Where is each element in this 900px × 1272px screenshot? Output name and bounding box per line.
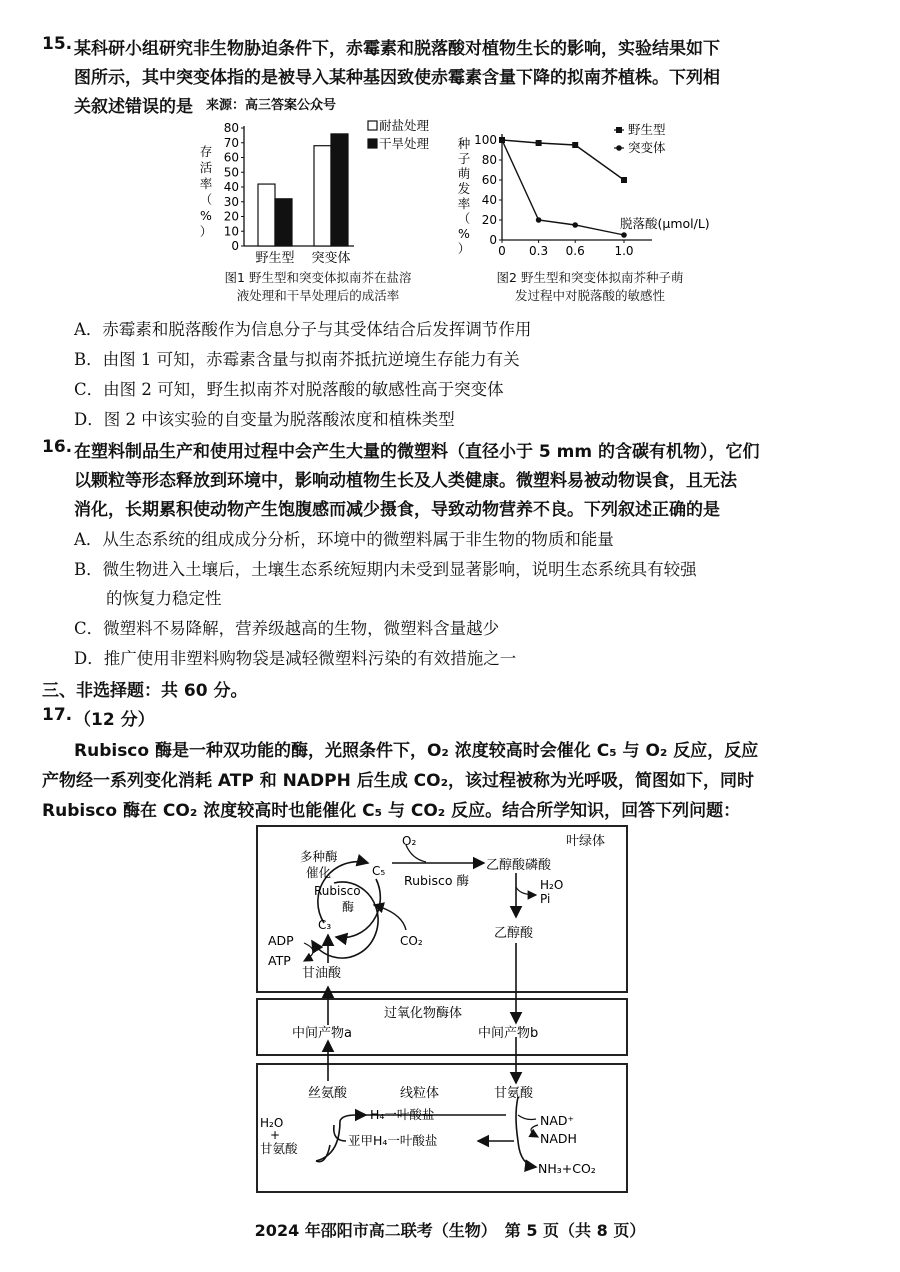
fig1-y-tick-label: 10 (223, 224, 239, 239)
fig2-legend-marker (616, 145, 622, 151)
fig1-legend-swatch (368, 139, 377, 148)
fig1-y-axis-label (200, 144, 213, 239)
page-footer: 2024 年邵阳市高二联考（生物） 第 5 页（共 8 页） (254, 1221, 646, 1240)
glycolate-label: 乙醇酸 (494, 926, 534, 941)
fig2-ylabel-char: ） (457, 241, 471, 256)
intermediate-a-label: 中间产物a (292, 1026, 352, 1041)
fig1-bar-drought (331, 134, 348, 246)
fig2-line-wildtype (502, 140, 624, 180)
fig2-point-mutant (499, 137, 505, 143)
rubisco-enzyme-label: Rubisco 酶 (404, 873, 469, 888)
fig2-x-tick-label: 1.0 (614, 244, 634, 258)
fig2-ylabel-char: 种 (457, 136, 471, 151)
fig2-legend-marker (616, 127, 622, 133)
fig1-caption-line2: 液处理和干旱处理后的成活率 (236, 288, 400, 303)
q16-stem-line2: 以颗粒等形态释放到环境中，影响动植物生长及人类健康。微塑料易被动物误食，且无法 (74, 471, 737, 491)
co2-label: CO₂ (400, 934, 423, 948)
q17-stem-line3: Rubisco 酶在 CO₂ 浓度较高时也能催化 C₅ 与 CO₂ 反应。结合所学知识，回答下列问题： (42, 801, 741, 821)
q16-number: 16. (42, 437, 73, 457)
fig2-ylabel-char: 率 (457, 196, 471, 211)
fig1-ylabel-char: 存 (199, 144, 213, 159)
fig1-legend-label: 干旱处理 (379, 136, 430, 151)
fig2-point-wildtype (621, 177, 627, 183)
nadh-label: NADH (540, 1131, 577, 1146)
fig2-point-mutant (572, 222, 578, 228)
fig2-legend-label: 野生型 (628, 122, 666, 137)
q15-stem-line3: 关叙述错误的是 (74, 97, 193, 117)
fig2-y-tick-label: 0 (489, 233, 497, 247)
q15-source: 来源：高三答案公众号 (206, 98, 337, 113)
rubisco-label-2: 酶 (342, 900, 355, 914)
q17-stem-line1: Rubisco 酶是一种双功能的酶，光照条件下，O₂ 浓度较高时会催化 C₅ 与 O₂ 反应，反应 (74, 741, 759, 761)
glycolate-phosphate-label: 乙醇酸磷酸 (486, 858, 552, 873)
fig1-y-tick-label: 30 (223, 194, 239, 209)
c3-label: C₃ (318, 918, 332, 932)
fig2-y-axis-label (458, 136, 471, 256)
fig2-ylabel-char: 萌 (457, 166, 471, 181)
fig1-ylabel-char: ） (199, 224, 213, 239)
q15-stem-line1: 某科研小组研究非生物胁迫条件下，赤霉素和脱落酸对植物生长的影响，实验结果如下 (74, 39, 720, 59)
h2o-pi-arrow (516, 887, 536, 895)
fig2-ylabel-char: % (458, 226, 470, 241)
q15-option-a: A．赤霉素和脱落酸作为信息分子与其受体结合后发挥调节作用 (74, 320, 532, 339)
fig1-category-label: 突变体 (311, 251, 351, 266)
o2-label: O₂ (402, 834, 417, 848)
fig2-x-axis-label: 脱落酸(μmol/L) (620, 216, 710, 231)
fig2-y-tick-label: 20 (481, 213, 497, 227)
nad-connector (518, 1115, 536, 1120)
q15-number: 15. (42, 34, 73, 54)
fig2-line-mutant (502, 140, 624, 235)
q15-option-c: C．由图 2 可知，野生拟南芥对脱落酸的敏感性高于突变体 (74, 380, 504, 399)
fig1-ylabel-char: （ (199, 192, 213, 207)
fig2-ylabel-char: 发 (457, 181, 471, 196)
fig2-lines (499, 137, 627, 238)
fig2-x-tick-label: 0 (498, 244, 506, 258)
fig2-caption-line1: 图2 野生型和突变体拟南芥种子萌 (496, 270, 684, 285)
mitochondrion-label: 线粒体 (400, 1086, 440, 1101)
fig2-ylabel-char: 子 (457, 151, 471, 166)
fig1-bar-salt (258, 184, 275, 246)
h2o-label: H₂O (540, 878, 564, 892)
fig1-legend-swatch (368, 121, 377, 130)
fig1-bar-salt (314, 146, 331, 246)
fig1-y-tick-label: 40 (223, 180, 239, 194)
glycine2-label: 甘氨酸 (260, 1141, 298, 1156)
fig1-bar-drought (275, 199, 292, 246)
fig2-axes (474, 133, 652, 258)
nad-nadh-arrow (531, 1125, 538, 1137)
fig1-bar-chart (192, 118, 450, 268)
fig1-y-tick-label: 0 (231, 239, 239, 253)
fig1-ylabel-char: % (200, 208, 212, 223)
nh3-co2-label: NH₃+CO₂ (538, 1161, 596, 1176)
glycine-split-path (516, 1097, 518, 1141)
fig2-point-mutant (536, 217, 542, 223)
q17-number: 17. (42, 705, 73, 725)
fig2-point-mutant (621, 232, 627, 238)
h4-folate-label: H₄一叶酸盐 (370, 1107, 435, 1122)
fig1-category-label: 野生型 (255, 251, 295, 266)
fig2-x-tick-label: 0.6 (565, 244, 585, 258)
fig1-caption-line1: 图1 野生型和突变体拟南芥在盐溶 (224, 270, 412, 285)
q16-stem-line1: 在塑料制品生产和使用过程中会产生大量的微塑料（直径小于 5 mm 的含碳有机物），它们 (74, 442, 760, 462)
plus-label: + (270, 1128, 281, 1142)
h2o-plus-label: H₂O (260, 1116, 284, 1130)
q17-stem-line2: 产物经一系列变化消耗 ATP 和 NADPH 后生成 CO₂，该过程被称为光呼吸，简图如下，同时 (42, 771, 755, 791)
fig1-legend (368, 118, 430, 151)
fig2-legend-label: 突变体 (628, 140, 666, 155)
q17-points: （12 分） (74, 710, 155, 730)
rubisco-label-1: Rubisco (314, 884, 361, 898)
glycerate-label: 甘油酸 (302, 966, 342, 981)
pi-label: Pi (540, 892, 551, 906)
section-3-heading: 三、非选择题：共 60 分。 (42, 681, 248, 701)
fig2-legend (614, 122, 666, 155)
fig2-y-tick-label: 40 (481, 193, 497, 207)
glycine-label: 甘氨酸 (494, 1086, 534, 1101)
fig2-y-tick-label: 100 (474, 133, 497, 147)
fig1-bars (258, 134, 348, 246)
fig2-line-chart (452, 118, 752, 268)
multi-enzyme-label-1: 多种酶 (300, 849, 338, 864)
fig1-y-tick-label: 80 (223, 121, 239, 135)
q16-option-b-cont: 的恢复力稳定性 (106, 589, 222, 608)
c5-label: C₅ (372, 864, 386, 878)
nad-label: NAD⁺ (540, 1113, 575, 1128)
fig1-y-tick-label: 50 (223, 165, 239, 180)
fig2-caption-line2: 发过程中对脱落酸的敏感性 (514, 288, 665, 303)
adp-label: ADP (268, 933, 294, 948)
q16-option-a: A．从生态系统的组成成分分析，环境中的微塑料属于非生物的物质和能量 (74, 530, 614, 549)
multi-enzyme-label-2: 催化 (306, 865, 332, 880)
q16-option-d: D．推广使用非塑料购物袋是减轻微塑料污染的有效措施之一 (74, 649, 517, 668)
intermediate-b-label: 中间产物b (478, 1026, 539, 1041)
fig1-ylabel-char: 活 (199, 160, 213, 175)
fig2-point-wildtype (536, 140, 542, 146)
methylene-h4-folate-label: 亚甲H₄一叶酸盐 (348, 1133, 438, 1148)
q16-stem-line3: 消化，长期累积使动物产生饱腹感而减少摄食，导致动物营养不良。下列叙述正确的是 (74, 500, 720, 520)
fig1-y-tick-label: 70 (223, 135, 239, 150)
fig1-y-tick-label: 60 (223, 150, 239, 165)
q16-option-b: B．微生物进入土壤后，土壤生态系统短期内未受到显著影响，说明生态系统具有较强 (74, 560, 697, 579)
fig2-y-tick-label: 80 (481, 153, 497, 167)
serine-label: 丝氨酸 (308, 1086, 348, 1101)
fig1-legend-label: 耐盐处理 (379, 118, 430, 133)
peroxisome-label: 过氧化物酶体 (384, 1006, 463, 1021)
q15-option-b: B．由图 1 可知，赤霉素含量与拟南芥抵抗逆境生存能力有关 (74, 350, 520, 369)
to-nh3-co2-arrow (518, 1141, 536, 1167)
fig2-x-tick-label: 0.3 (529, 244, 549, 258)
fig1-ylabel-char: 率 (199, 176, 213, 191)
chloroplast-label: 叶绿体 (566, 834, 606, 849)
fig2-point-wildtype (572, 142, 578, 148)
fig2-ylabel-char: （ (457, 211, 471, 226)
adp-atp-arrow (304, 943, 313, 961)
fig1-y-tick-label: 20 (223, 209, 239, 224)
atp-label: ATP (268, 953, 291, 968)
q15-option-d: D．图 2 中该实验的自变量为脱落酸浓度和植株类型 (74, 410, 455, 429)
q16-option-c: C．微塑料不易降解，营养级越高的生物，微塑料含量越少 (74, 619, 500, 638)
fig2-y-tick-label: 60 (481, 173, 497, 187)
q15-stem-line2: 图所示，其中突变体指的是被导入某种基因致使赤霉素含量下降的拟南芥植株。下列相 (74, 68, 720, 88)
photorespiration-diagram (256, 825, 628, 1193)
